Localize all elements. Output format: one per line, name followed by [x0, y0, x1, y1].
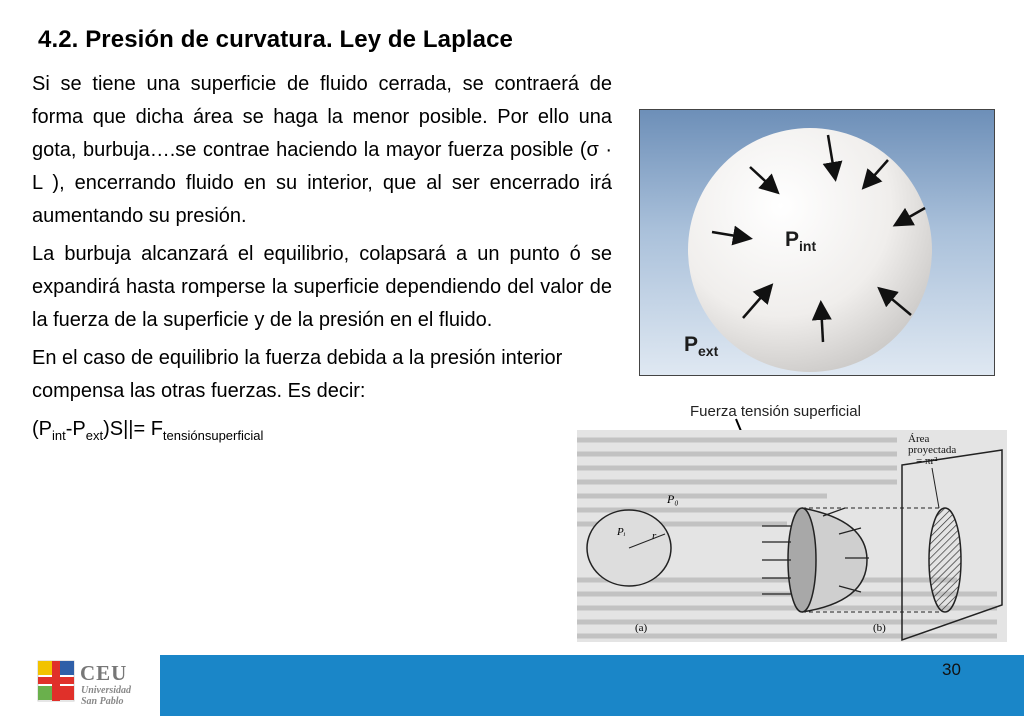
scan-po-label: P₀	[667, 492, 679, 506]
scan-a-label: (a)	[635, 622, 648, 634]
scan-b-label: (b)	[873, 622, 886, 634]
formula-open: (P	[32, 418, 52, 440]
slide-title: 4.2. Presión de curvatura. Ley de Laplace	[38, 26, 513, 53]
laplace-formula	[32, 413, 612, 452]
scan-r-label: r	[652, 530, 657, 542]
logo-ceu-text: CEU	[80, 661, 128, 685]
page-number: 30	[942, 660, 961, 679]
formula-dash: -P	[65, 418, 86, 440]
figure-caption: Fuerza tensión superficial	[690, 403, 861, 420]
paragraph-3: En el caso de equilibrio la fuerza debida a la presión interior compensa las otras fuerzas. Es decir:	[32, 347, 563, 402]
sphere-photo	[639, 109, 995, 376]
p-int-label: $P_{int}$	[785, 228, 817, 255]
paragraph-1: Si se tiene una superficie de fluido cerrada, se contraerá de forma que dicha área se haga la menor posible. Por ello una gota, burbuja….se contrae haciendo la mayor fuerza posible (σ · L ), encerrando fluido en su interior, que al ser encerrado irá aumentando su presión.	[32, 73, 612, 227]
logo-university-text: Universidad San Pablo	[81, 685, 131, 707]
projected-area	[929, 508, 961, 612]
formula-mid: )S||= F	[103, 418, 163, 440]
footer-blue-bar	[160, 655, 1024, 716]
formula-sub-ext: ext	[85, 428, 104, 443]
formula-sub-int: int	[52, 428, 66, 443]
body-text	[32, 68, 612, 452]
formula-sub-tension: tensiónsuperficial	[162, 428, 264, 443]
p-ext-label: $P_{ext}$	[684, 333, 719, 360]
scan-pi-label: Pᵢ	[617, 526, 626, 538]
paragraph-2: La burbuja alcanzará el equilibrio, colapsará a un punto ó se expandirá hasta romperse la superficie dependiendo del valor de la fuerza de la superficie y de la presión en el fluido.	[32, 243, 612, 331]
scanned-figure	[577, 430, 1007, 642]
scan-area-label: Área proyectada = πr²	[908, 433, 957, 467]
